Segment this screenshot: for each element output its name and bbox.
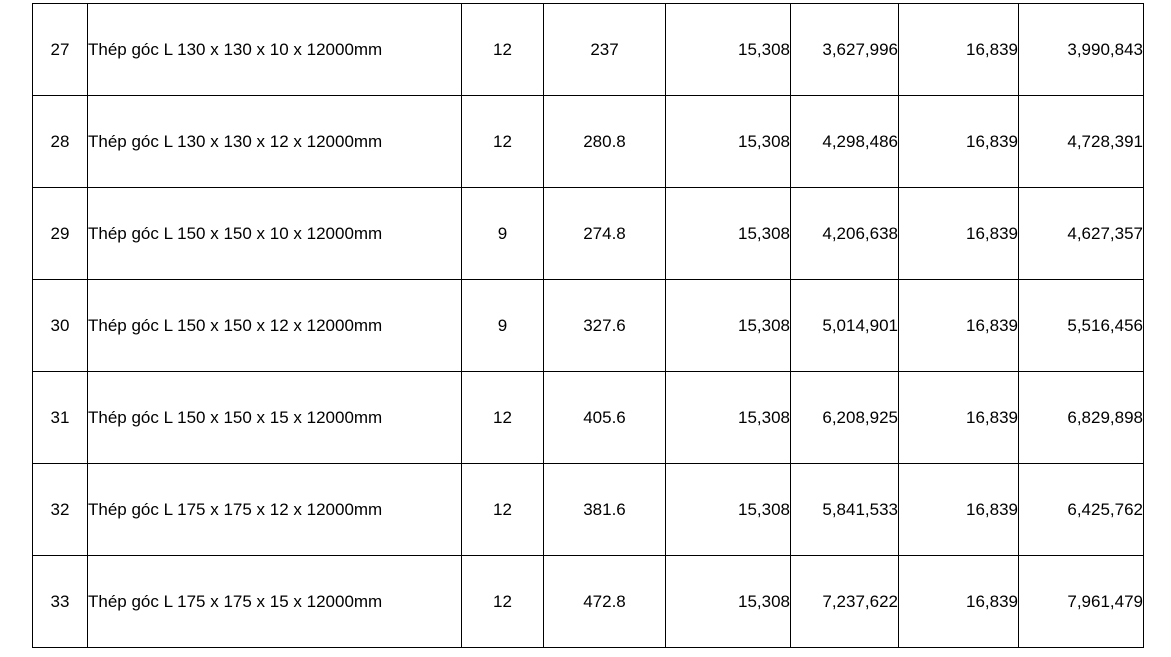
table-row bbox=[33, 372, 1144, 464]
row-number-cell: 28 bbox=[33, 96, 88, 188]
row-number-cell: 30 bbox=[33, 280, 88, 372]
weight-cell: 280.8 bbox=[544, 96, 666, 188]
unit-price-2-cell: 16,839 bbox=[899, 280, 1019, 372]
unit-price-1-cell: 15,308 bbox=[666, 464, 791, 556]
unit-price-2-cell: 16,839 bbox=[899, 372, 1019, 464]
total-2-cell: 4,728,391 bbox=[1019, 96, 1144, 188]
total-1-cell: 7,237,622 bbox=[791, 556, 899, 648]
weight-cell: 237 bbox=[544, 4, 666, 96]
product-name-cell: Thép góc L 150 x 150 x 12 x 12000mm bbox=[88, 280, 462, 372]
product-name-cell: Thép góc L 175 x 175 x 12 x 12000mm bbox=[88, 464, 462, 556]
product-name-cell: Thép góc L 130 x 130 x 10 x 12000mm bbox=[88, 4, 462, 96]
product-name-cell: Thép góc L 175 x 175 x 15 x 12000mm bbox=[88, 556, 462, 648]
total-2-cell: 4,627,357 bbox=[1019, 188, 1144, 280]
unit-price-2-cell: 16,839 bbox=[899, 188, 1019, 280]
table-body bbox=[33, 4, 1144, 648]
steel-price-table bbox=[32, 3, 1144, 648]
row-number-cell: 33 bbox=[33, 556, 88, 648]
unit-price-2-cell: 16,839 bbox=[899, 556, 1019, 648]
table-row bbox=[33, 280, 1144, 372]
length-cell: 12 bbox=[462, 464, 544, 556]
product-name-cell: Thép góc L 130 x 130 x 12 x 12000mm bbox=[88, 96, 462, 188]
total-2-cell: 5,516,456 bbox=[1019, 280, 1144, 372]
total-2-cell: 7,961,479 bbox=[1019, 556, 1144, 648]
total-1-cell: 6,208,925 bbox=[791, 372, 899, 464]
unit-price-2-cell: 16,839 bbox=[899, 96, 1019, 188]
length-cell: 12 bbox=[462, 556, 544, 648]
product-name-cell: Thép góc L 150 x 150 x 10 x 12000mm bbox=[88, 188, 462, 280]
unit-price-1-cell: 15,308 bbox=[666, 4, 791, 96]
total-1-cell: 4,206,638 bbox=[791, 188, 899, 280]
table-row bbox=[33, 96, 1144, 188]
total-1-cell: 4,298,486 bbox=[791, 96, 899, 188]
length-cell: 12 bbox=[462, 4, 544, 96]
total-1-cell: 5,014,901 bbox=[791, 280, 899, 372]
total-2-cell: 3,990,843 bbox=[1019, 4, 1144, 96]
table-row bbox=[33, 188, 1144, 280]
table-row bbox=[33, 4, 1144, 96]
total-2-cell: 6,829,898 bbox=[1019, 372, 1144, 464]
weight-cell: 381.6 bbox=[544, 464, 666, 556]
length-cell: 9 bbox=[462, 280, 544, 372]
weight-cell: 405.6 bbox=[544, 372, 666, 464]
unit-price-1-cell: 15,308 bbox=[666, 280, 791, 372]
unit-price-2-cell: 16,839 bbox=[899, 4, 1019, 96]
length-cell: 12 bbox=[462, 372, 544, 464]
unit-price-1-cell: 15,308 bbox=[666, 372, 791, 464]
total-1-cell: 5,841,533 bbox=[791, 464, 899, 556]
unit-price-1-cell: 15,308 bbox=[666, 188, 791, 280]
row-number-cell: 27 bbox=[33, 4, 88, 96]
unit-price-1-cell: 15,308 bbox=[666, 96, 791, 188]
unit-price-2-cell: 16,839 bbox=[899, 464, 1019, 556]
total-1-cell: 3,627,996 bbox=[791, 4, 899, 96]
unit-price-1-cell: 15,308 bbox=[666, 556, 791, 648]
table-row bbox=[33, 464, 1144, 556]
total-2-cell: 6,425,762 bbox=[1019, 464, 1144, 556]
row-number-cell: 32 bbox=[33, 464, 88, 556]
table-row bbox=[33, 556, 1144, 648]
weight-cell: 472.8 bbox=[544, 556, 666, 648]
length-cell: 9 bbox=[462, 188, 544, 280]
length-cell: 12 bbox=[462, 96, 544, 188]
weight-cell: 274.8 bbox=[544, 188, 666, 280]
row-number-cell: 29 bbox=[33, 188, 88, 280]
weight-cell: 327.6 bbox=[544, 280, 666, 372]
product-name-cell: Thép góc L 150 x 150 x 15 x 12000mm bbox=[88, 372, 462, 464]
row-number-cell: 31 bbox=[33, 372, 88, 464]
